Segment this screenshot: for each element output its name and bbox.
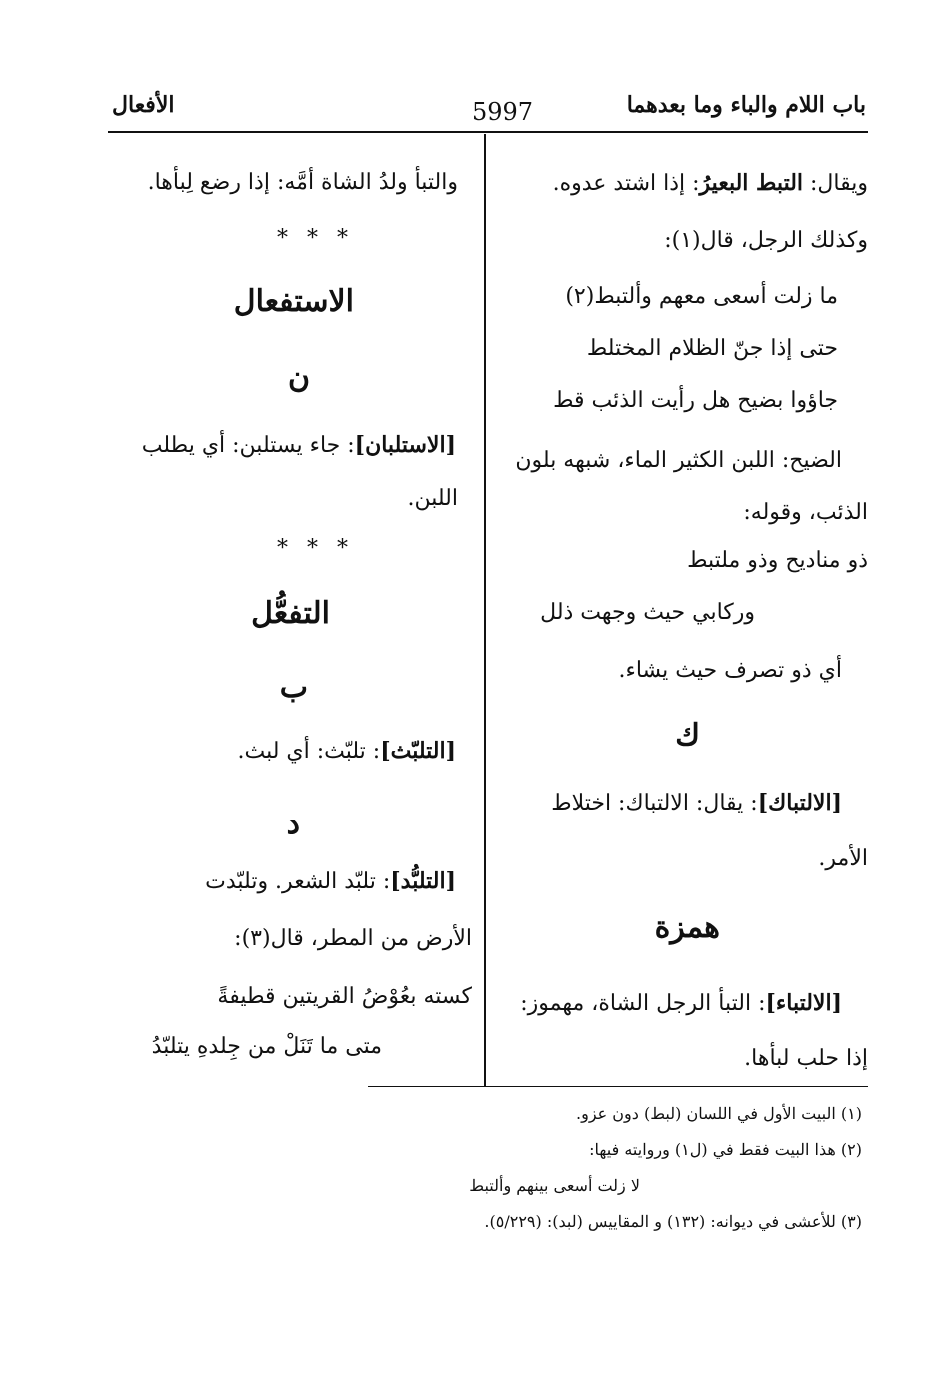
left-line-d2: الأرض من المطر، قال(٣): — [234, 926, 472, 951]
headword-istilban: [الاستلبان] — [354, 432, 456, 458]
section-title-istifal: الاستفعال — [233, 284, 354, 319]
left-line-1: والتبأ ولدُ الشاة أمَّه: إذا رضع لِبأها. — [147, 170, 458, 195]
footnote-rule — [368, 1086, 868, 1087]
verse-line-4: ذو مناديح وذو ملتبط — [687, 548, 868, 573]
text: : تلبّد الشعر. وتلبّدت — [205, 869, 391, 894]
text: : التبأ الرجل الشاة، مهموز: — [520, 991, 766, 1016]
right-line-h1 — [520, 990, 842, 1016]
text: : تلبّث: أي لبث. — [237, 739, 381, 764]
section-letter-kaf: ك — [675, 718, 700, 753]
section-letter-ba: ب — [279, 670, 308, 705]
right-line-k2: الأمر. — [818, 846, 868, 871]
right-line-k1 — [551, 790, 842, 816]
footnote-2: (٢) هذا البيت فقط في (ل١) وروايته فيها: — [589, 1140, 862, 1159]
headword-talabbud: [التلبُّد] — [390, 868, 456, 894]
footnote-1: (١) البيت الأول في اللسان (لبط) دون عزو. — [576, 1104, 862, 1123]
section-separator-stars: * * * — [277, 536, 354, 561]
running-head-left: الأفعال — [112, 92, 175, 118]
right-line-p3: أي ذو تصرف حيث يشاء. — [618, 658, 842, 683]
headword-iltibak: [الالتباك] — [757, 790, 842, 816]
left-line-n1 — [142, 432, 456, 458]
verse-line-2: حتى إذا جنّ الظلام المختلط — [586, 336, 838, 361]
header-rule — [108, 131, 868, 133]
section-letter-nun: ن — [287, 360, 310, 395]
section-title-tafaul: التفعُّل — [251, 596, 330, 631]
right-line-p2: الذئب، وقوله: — [743, 500, 868, 525]
column-divider — [484, 134, 486, 1086]
running-head-right: باب اللام والباء وما بعدهما — [626, 92, 866, 118]
section-letter-dal: د — [286, 806, 300, 841]
right-line-1 — [553, 170, 868, 196]
headword-iltiba: [الالتباء] — [765, 990, 842, 1016]
section-separator-stars: * * * — [277, 226, 354, 251]
text: : يقال: الالتباك: اختلاط — [551, 791, 758, 816]
right-line-h2: إذا حلب لبأها. — [744, 1046, 868, 1071]
right-line-p1: الضيح: اللبن الكثير الماء، شبهه بلون — [515, 448, 842, 473]
verse-line-5: وركابي حيث وجهت ذلل — [540, 600, 755, 625]
page-number: 5997 — [472, 98, 534, 126]
headword-iltabata: التبط البعيرُ — [699, 170, 804, 196]
verse-line-1: ما زلت أسعى معهم وألتبط(٢) — [565, 284, 838, 309]
left-line-n2: اللبن. — [407, 486, 458, 511]
footnote-3: (٣) للأعشى في ديوانه: (١٣٢) و المقاييس (لبد): (٥/٢٢٩). — [484, 1212, 862, 1231]
right-line-2: وكذلك الرجل، قال(١): — [664, 228, 868, 253]
headword-talabbuth: [التلبّث] — [380, 738, 456, 764]
footnote-2-verse: لا زلت أسعى بينهم وألتبط — [469, 1176, 640, 1195]
text: ويقال: — [803, 171, 868, 196]
section-title-hamza: همزة — [654, 910, 720, 945]
text: : إذا اشتد عدوه. — [552, 171, 700, 196]
verse-line-left-1: كسته بعُوْضُ القريتين قطيفةً — [217, 984, 472, 1009]
left-line-b1 — [237, 738, 456, 764]
left-line-d1 — [205, 868, 456, 894]
text: : جاء يستلبن: أي يطلب — [141, 433, 355, 458]
verse-line-3: جاؤوا بضيح هل رأيت الذئب قط — [553, 388, 838, 413]
verse-line-left-2: متى ما تَنَلْ من جِلدهِ يتلبّدُ — [151, 1034, 382, 1059]
